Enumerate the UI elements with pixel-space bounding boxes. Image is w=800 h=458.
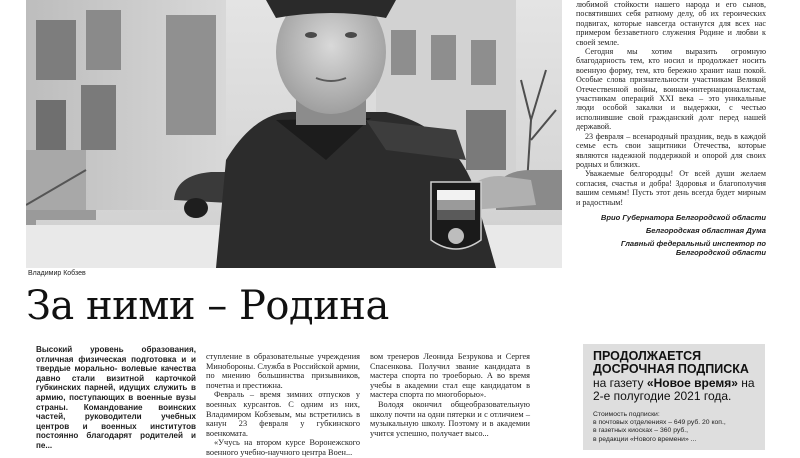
signature-line: Главный федеральный инспектор по Белгородской области	[620, 238, 766, 257]
promo-cost-line: в почтовых отделениях – 649 руб. 20 коп.,	[593, 419, 726, 427]
greeting-paragraph: Уважаемые белгородцы! От всей души желаем согласия, счастья и добра! Здоровья и благополучия вашим семьям! Пусть этот день всегда будет мирным и радостным!	[576, 169, 766, 207]
promo-newspaper-name: «Новое время»	[646, 376, 738, 390]
article-headline: За ними – Родина	[26, 283, 389, 329]
promo-cost-line: в газетных киосках – 360 руб.,	[593, 427, 689, 435]
article-paragraph: Володя окончил общеобразовательную школу почти на одни пятерки и с отличием – музыкальную школу. Поэтому и в академии учится успешно, получает высо...	[370, 399, 530, 438]
promo-cost-label: Стоимость подписки:	[593, 411, 660, 418]
article-paragraph: вом тренеров Леонида Безрукова и Сергея Спасенкова. Получил звание кандидата в мастера спорта по троеборью. А во время учебы в академии стал еще кандидатом в мастера спорта по многоборью».	[370, 352, 530, 400]
photo-caption: Владимир Кобзев	[28, 270, 86, 277]
article-paragraph: «Учусь на втором курсе Воронежского военного учебно-научного центра Воен...	[206, 438, 360, 457]
article-paragraph: Февраль – время зимних отпусков у военных курсантов. С одним из них, Владимиром Кобзевым, мы встретились в канун 23 февраля у губкинского военкомата.	[206, 390, 360, 438]
signature-line: Врио Губернатора Белгородской области	[600, 212, 766, 222]
promo-subtitle	[593, 377, 755, 403]
article-column-2	[206, 352, 360, 458]
promo-title: ПРОДОЛЖАЕТСЯ ДОСРОЧНАЯ ПОДПИСКА	[593, 349, 749, 376]
article-column-3	[370, 352, 530, 438]
signature-line: Белгородская областная Дума	[645, 225, 766, 235]
promo-cost-block	[593, 411, 755, 444]
greeting-column	[576, 0, 766, 261]
greeting-paragraph: Сегодня мы хотим выразить огромную благодарность тем, кто носил и продолжает носить военную форму, тем, кто бережно хранит наш покой. Особые слова признательности участникам Великой Отечественной войны, воинам-интернационалистам, участникам операций XXI века – это уникальные люди особой закалки и выдержки, с честью исполнившие свой гражданский долг перед нашей державой.	[576, 47, 766, 132]
article-lead: Высокий уровень образования, отличная физическая подготовка и и твердые морально- волевые качества давно стали визитной карточкой губкинских парней, идущих служить в армию, поступающих в военные вузы страны. Командование воинских частей, руководители учебных центров и военных институтов постоянно благодарят родителей и пе...	[36, 345, 196, 450]
article-column-1	[36, 345, 196, 451]
signatures	[576, 213, 766, 257]
greeting-paragraph: 23 февраля – всенародный праздник, ведь в каждой семье есть свои защитники Отечества, которые являются надежной поддержкой и опорой для своих родных и близких.	[576, 131, 766, 169]
promo-cost-line: в редакции «Нового времени» ...	[593, 435, 697, 443]
subscription-promo	[583, 344, 765, 450]
promo-subtitle-prefix: на газету	[593, 376, 647, 390]
article-paragraph: ступление в образовательные учреждения Минобороны. Служба в Российской армии, по мнению большинства призывников, почетна и престижна.	[206, 352, 360, 390]
promo-subtitle-suffix: на 2-е полугодие 2021 года.	[593, 376, 755, 403]
soldier-photo-illustration	[26, 0, 562, 268]
greeting-paragraph: любимой стойкости нашего народа и его сынов, посвятивших себя ратному делу, об их героических подвигах, которые навсегда останутся для всех нас примером беззаветного служения Родине и любви к своей земле.	[576, 0, 766, 47]
article-photo	[26, 0, 562, 268]
